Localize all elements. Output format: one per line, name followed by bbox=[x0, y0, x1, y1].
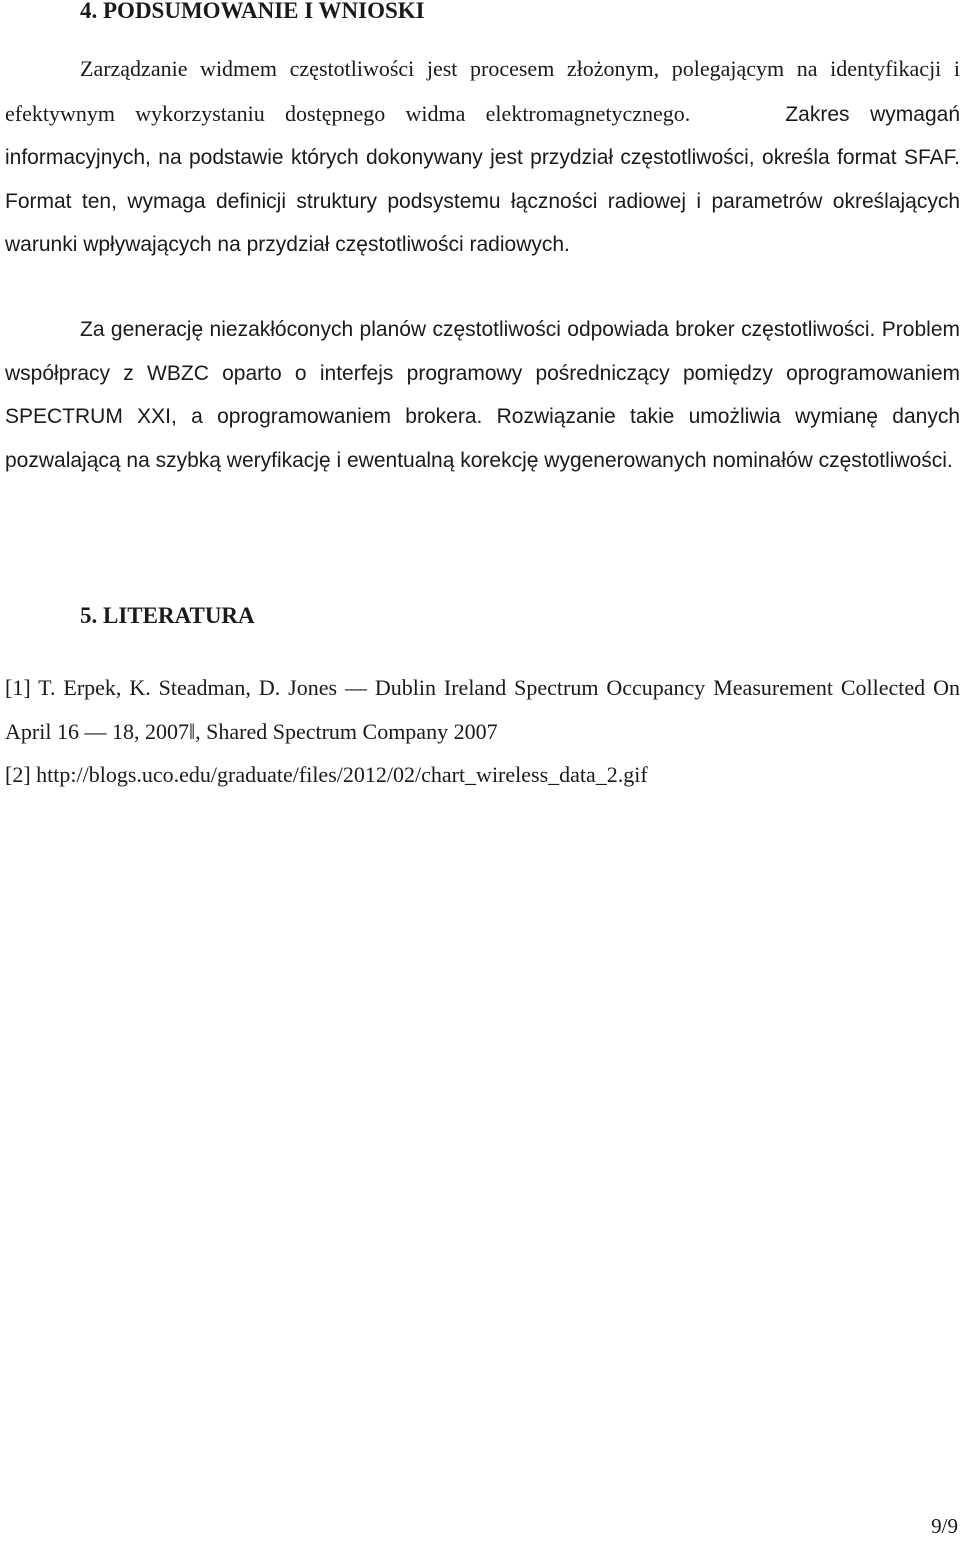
reference-item: [2] http://blogs.uco.edu/graduate/files/2012/02/chart_wireless_data_2.gif bbox=[5, 762, 648, 787]
document-page bbox=[5, 0, 960, 1543]
summary-body-text: Zakres wymagań informacyjnych, na podstawie których dokonywany jest przydział częstotliwości, określa format SFAF. Format ten, wymaga definicji struktury podsystemu łączności radiowej i parametrów określających warunki wpływających na przydział częstotliwości radiowych. bbox=[5, 102, 960, 257]
summary-paragraph-1 bbox=[5, 47, 960, 267]
summary-paragraph-2 bbox=[5, 308, 960, 482]
section-heading-summary: 4. PODSUMOWANIE I WNIOSKI bbox=[80, 0, 425, 23]
summary-broker-text: Za generację niezakłóconych planów częstotliwości odpowiada broker częstotliwości. Problem współpracy z WBZC oparto o interfejs programowy pośredniczący pomiędzy oprogramowaniem SPECTRUM XXI, a oprogramowaniem brokera. Rozwiązanie takie umożliwia wymianę danych pozwalającą na szybką weryfikację i ewentualną korekcję wygenerowanych nominałów częstotliwości. bbox=[5, 318, 960, 472]
summary-intro-text: Zarządzanie widmem częstotliwości jest procesem złożonym, polegającym na identyfikacji i efektywnym wykorzystaniu dostępnego widma elektromagnetycznego. bbox=[5, 56, 960, 126]
page-number: 9/9 bbox=[931, 1514, 958, 1538]
section-heading-literature: 5. LITERATURA bbox=[80, 603, 255, 628]
reference-item: [1] T. Erpek, K. Steadman, D. Jones ― Dublin Ireland Spectrum Occupancy Measurement Collected On April 16 ― 18, 2007‖, Shared Spectrum Company 2007 bbox=[5, 675, 960, 744]
